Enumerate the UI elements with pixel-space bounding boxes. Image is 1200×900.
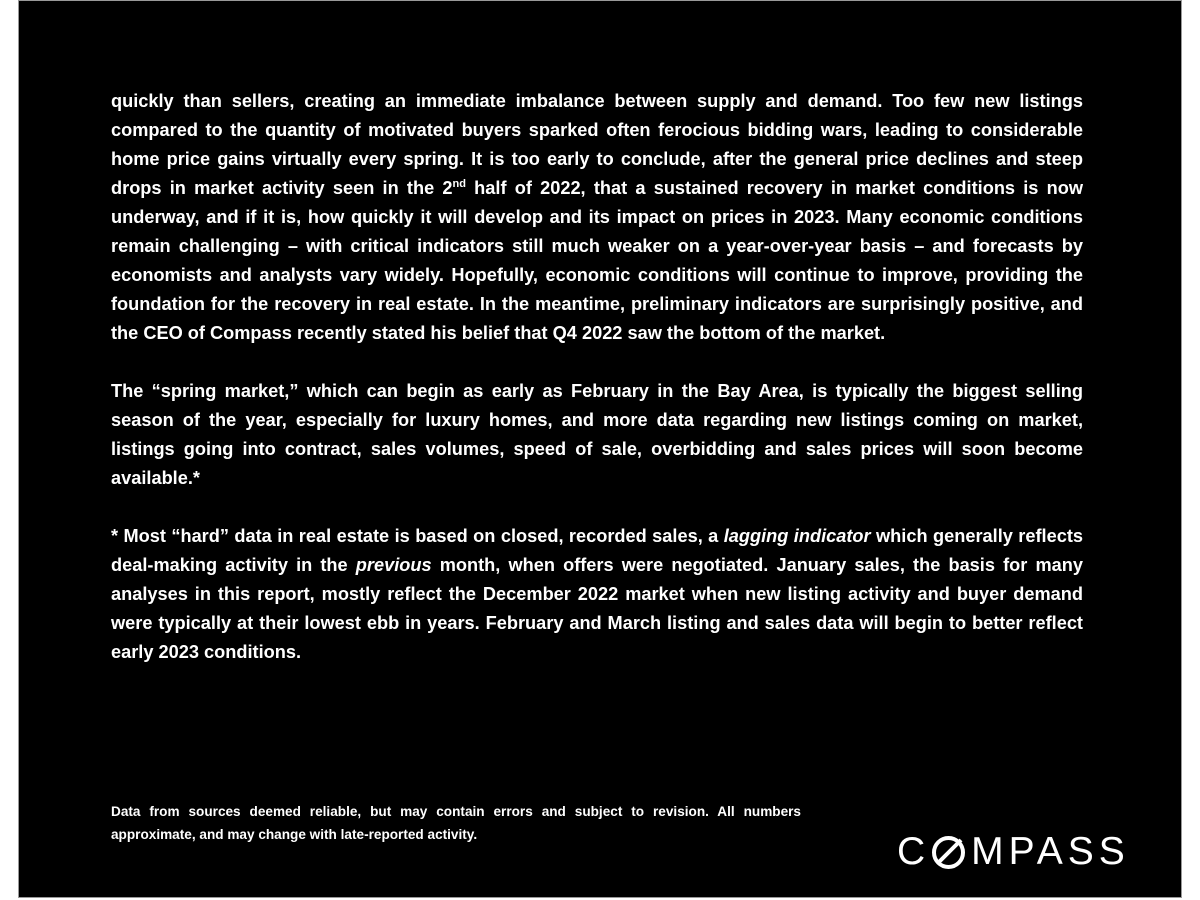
- emphasis-lagging-indicator: lagging indicator: [723, 526, 871, 546]
- logo-letter-c: C: [897, 830, 931, 873]
- paragraph-market-recovery: [111, 87, 1083, 348]
- paragraph-2-text: The “spring market,” which can begin as early as February in the Bay Area, is typically the biggest selling season of the year, especially for luxury homes, and more data regarding new listings coming on market, listings going into contract, sales volumes, speed of sale, overbidding and sales prices will soon become available.*: [111, 381, 1083, 488]
- paragraph-3-text-c: month, when offers were negotiated. January sales, the basis for many analyses in this report, mostly reflect the December 2022 market when new listing activity and buyer demand were typically at their lowest ebb in years. February and March listing and sales data will begin to better reflect early 2023 conditions.: [111, 555, 1083, 662]
- paragraph-spring-market: [111, 377, 1083, 493]
- paragraph-1-text-b: half of 2022, that a sustained recovery in market conditions is now underway, and if it is, how quickly it will develop and its impact on prices in 2023. Many economic conditions remain challenging – with critical indicators still much weaker on a year-over-year basis – and forecasts by economists and analysts vary widely. Hopefully, economic conditions will continue to improve, providing the foundation for the recovery in real estate. In the meantime, preliminary indicators are surprisingly positive, and the CEO of Compass recently stated his belief that Q4 2022 saw the bottom of the market.: [111, 178, 1083, 343]
- compass-o-icon: [932, 836, 965, 869]
- ordinal-superscript: nd: [452, 177, 466, 190]
- slide: [18, 0, 1182, 898]
- paragraph-footnote: [111, 522, 1083, 667]
- paragraph-3-text-b: which generally reflects deal-making activity in the: [111, 526, 1083, 575]
- emphasis-previous: previous: [355, 555, 432, 575]
- compass-logo: [897, 827, 1130, 877]
- paragraph-3-text-a: * Most “hard” data in real estate is based on closed, recorded sales, a: [111, 526, 724, 546]
- paragraph-1-text-a: quickly than sellers, creating an immediate imbalance between supply and demand. Too few new listings compared to the quantity of motivated buyers sparked often ferocious bidding wars, leading to considerable home price gains virtually every spring. It is too early to conclude, after the general price declines and steep drops in market activity seen in the 2: [111, 91, 1083, 198]
- disclaimer-note: Data from sources deemed reliable, but may contain errors and subject to revision. All numbers approximate, and may change with late-reported activity.: [111, 804, 801, 842]
- body-text: [111, 87, 1083, 696]
- logo-letters-mpass: MPASS: [971, 830, 1130, 873]
